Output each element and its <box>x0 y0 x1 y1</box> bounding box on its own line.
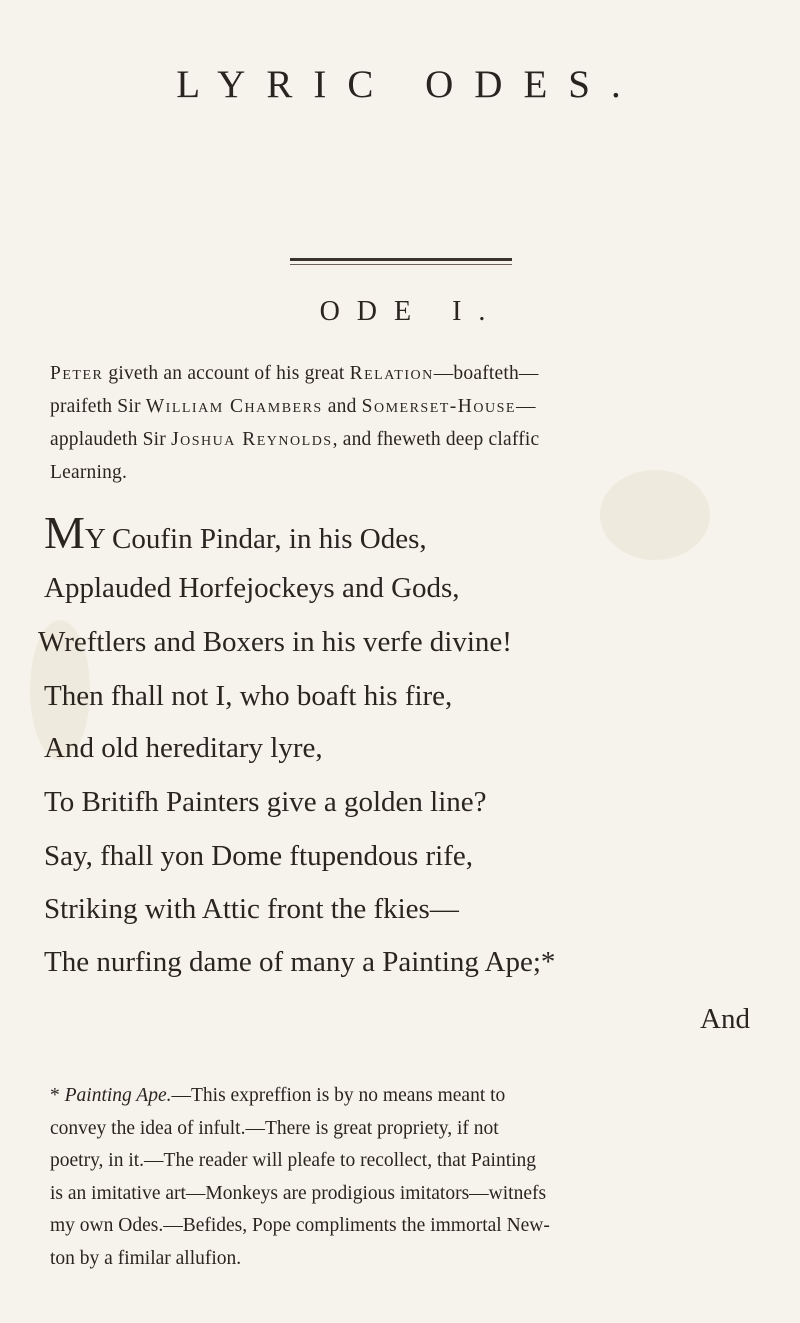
footnote <box>50 1080 762 1275</box>
argument-line <box>50 456 762 489</box>
argument-text: , and fheweth deep claffic <box>332 429 540 450</box>
catchword: And <box>700 1003 750 1035</box>
verse-line: The nurfing dame of many a Painting Ape;* <box>44 946 556 978</box>
footnote-line: ton by a fimilar allufion. <box>50 1247 242 1269</box>
title-rule <box>290 258 512 261</box>
verse-line <box>44 507 427 558</box>
argument-text: Learning. <box>50 462 128 483</box>
verse-line: To Britifh Painters give a golden line? <box>44 786 487 818</box>
argument-text: giveth an account of his great <box>103 363 350 384</box>
verse-line: And old hereditary lyre, <box>44 732 323 764</box>
argument-text: —boafteth— <box>433 363 539 384</box>
argument-line <box>50 390 762 423</box>
verse-line: Then fhall not I, who boaft his fire, <box>44 680 453 712</box>
verse-line: Say, fhall yon Dome ftupendous rife, <box>44 840 473 872</box>
argument-name: William Chambers <box>145 396 323 417</box>
argument-text: and <box>322 396 362 417</box>
footnote-line <box>50 1080 762 1113</box>
verse-line: Striking with Attic front the fkies— <box>44 893 459 925</box>
argument-text: — <box>515 396 536 417</box>
footnote-line: is an imitative art—Monkeys are prodigious imitators—witnefs <box>50 1182 547 1204</box>
argument-line <box>50 423 762 456</box>
footnote-heading: Painting Ape. <box>64 1085 172 1106</box>
ode-title: ODE I. <box>319 296 503 327</box>
argument-paragraph <box>50 357 762 489</box>
running-head: LYRIC ODES. <box>176 63 642 106</box>
title-rule-thin <box>290 264 512 265</box>
footnote-line: convey the idea of infult.—There is great propriety, if not <box>50 1117 499 1139</box>
verse-text: Y Coufin Pindar, in his Odes, <box>84 523 427 555</box>
argument-name: Somerset-House <box>361 396 516 417</box>
drop-capital: M <box>44 507 85 558</box>
footnote-marker: * <box>50 1085 60 1106</box>
verse-line: Applauded Horfejockeys and Gods, <box>44 572 460 604</box>
argument-name: Joshua Reynolds <box>171 429 333 450</box>
argument-text: praifeth Sir <box>50 396 146 417</box>
verse-line: Wreftlers and Boxers in his verfe divine! <box>38 626 512 658</box>
argument-name: Peter <box>50 363 104 384</box>
argument-line <box>50 357 762 390</box>
footnote-text: —This expreffion is by no means meant to <box>171 1085 506 1106</box>
argument-name: Relation <box>349 363 434 384</box>
footnote-line: poetry, in it.—The reader will pleafe to recollect, that Painting <box>50 1150 537 1171</box>
footnote-line: my own Odes.—Befides, Pope compliments the immortal New- <box>50 1215 550 1236</box>
argument-text: applaudeth Sir <box>50 429 172 450</box>
